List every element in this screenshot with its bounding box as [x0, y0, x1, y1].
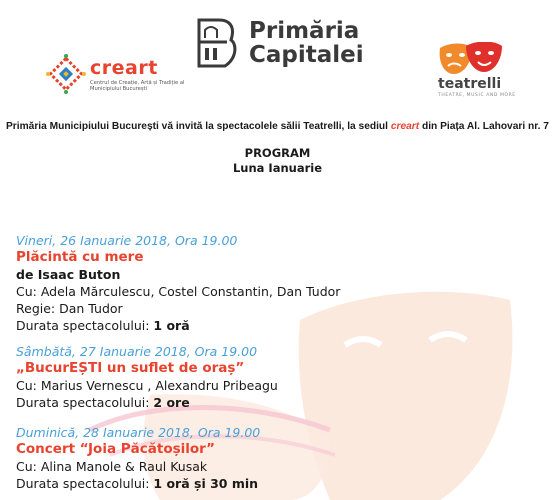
duration-value: 1 oră	[153, 318, 190, 333]
primaria-capitalei-logo	[195, 18, 375, 72]
event-cast: Cu: Alina Manole & Raul Kusak	[16, 459, 208, 474]
event-title: Plăcintă cu mere	[16, 249, 144, 265]
invitation-text	[0, 121, 555, 132]
event-title: Concert “Joia Păcătoșilor”	[16, 441, 215, 457]
creart-wordmark: creart	[90, 57, 158, 79]
program-heading	[0, 146, 555, 176]
event-cast: Cu: Marius Vernescu , Alexandru Pribeagu	[16, 378, 278, 393]
creart-subtitle: Centrul de Creație, Artă și Tradiție al Municipiului București	[90, 80, 185, 92]
invitation-before: Primăria Municipiului București vă invită la spectacolele sălii Teatrelli, la sediul	[6, 121, 391, 132]
duration-label: Durata spectacolului:	[16, 476, 154, 491]
duration-label: Durata spectacolului:	[16, 318, 154, 333]
program-month: Luna Ianuarie	[232, 161, 323, 175]
event-duration	[16, 317, 340, 334]
invitation-after: din Piața Al. Lahovari nr. 7	[419, 121, 549, 132]
theatre-masks-icon	[436, 42, 506, 78]
teatrelli-tagline: THEATRE, MUSIC AND MORE	[438, 93, 516, 98]
event-author: de Isaac Buton	[16, 267, 121, 282]
duration-label: Durata spectacolului:	[16, 395, 154, 410]
teatrelli-wordmark: teatrelli	[438, 76, 502, 92]
event-duration	[16, 394, 278, 411]
program-title: PROGRAM	[244, 146, 311, 160]
event-2	[16, 344, 278, 411]
event-date: Duminică, 28 Ianuarie 2018, Ora 19.00	[16, 425, 261, 440]
primaria-line1: Primăria	[249, 18, 360, 44]
event-director: Regie: Dan Tudor	[16, 301, 123, 316]
event-3	[16, 425, 260, 492]
duration-value: 2 ore	[153, 395, 190, 410]
event-cast: Cu: Adela Mărculescu, Costel Constantin, Dan Tudor	[16, 284, 341, 299]
creart-logo	[46, 50, 186, 100]
event-1	[16, 233, 340, 334]
primaria-b-emblem-icon	[195, 18, 239, 68]
invitation-creart: creart	[390, 121, 420, 132]
creart-emblem-icon	[46, 54, 86, 94]
event-date: Sâmbătă, 27 Ianuarie 2018, Ora 19.00	[16, 344, 258, 359]
event-duration	[16, 475, 260, 492]
event-title: „BucurEȘTI un suflet de oraș”	[16, 360, 245, 376]
event-date: Vineri, 26 Ianuarie 2018, Ora 19.00	[16, 233, 238, 248]
duration-value: 1 oră și 30 min	[153, 476, 259, 491]
primaria-line2: Capitalei	[249, 42, 364, 68]
teatrelli-logo	[432, 42, 518, 102]
